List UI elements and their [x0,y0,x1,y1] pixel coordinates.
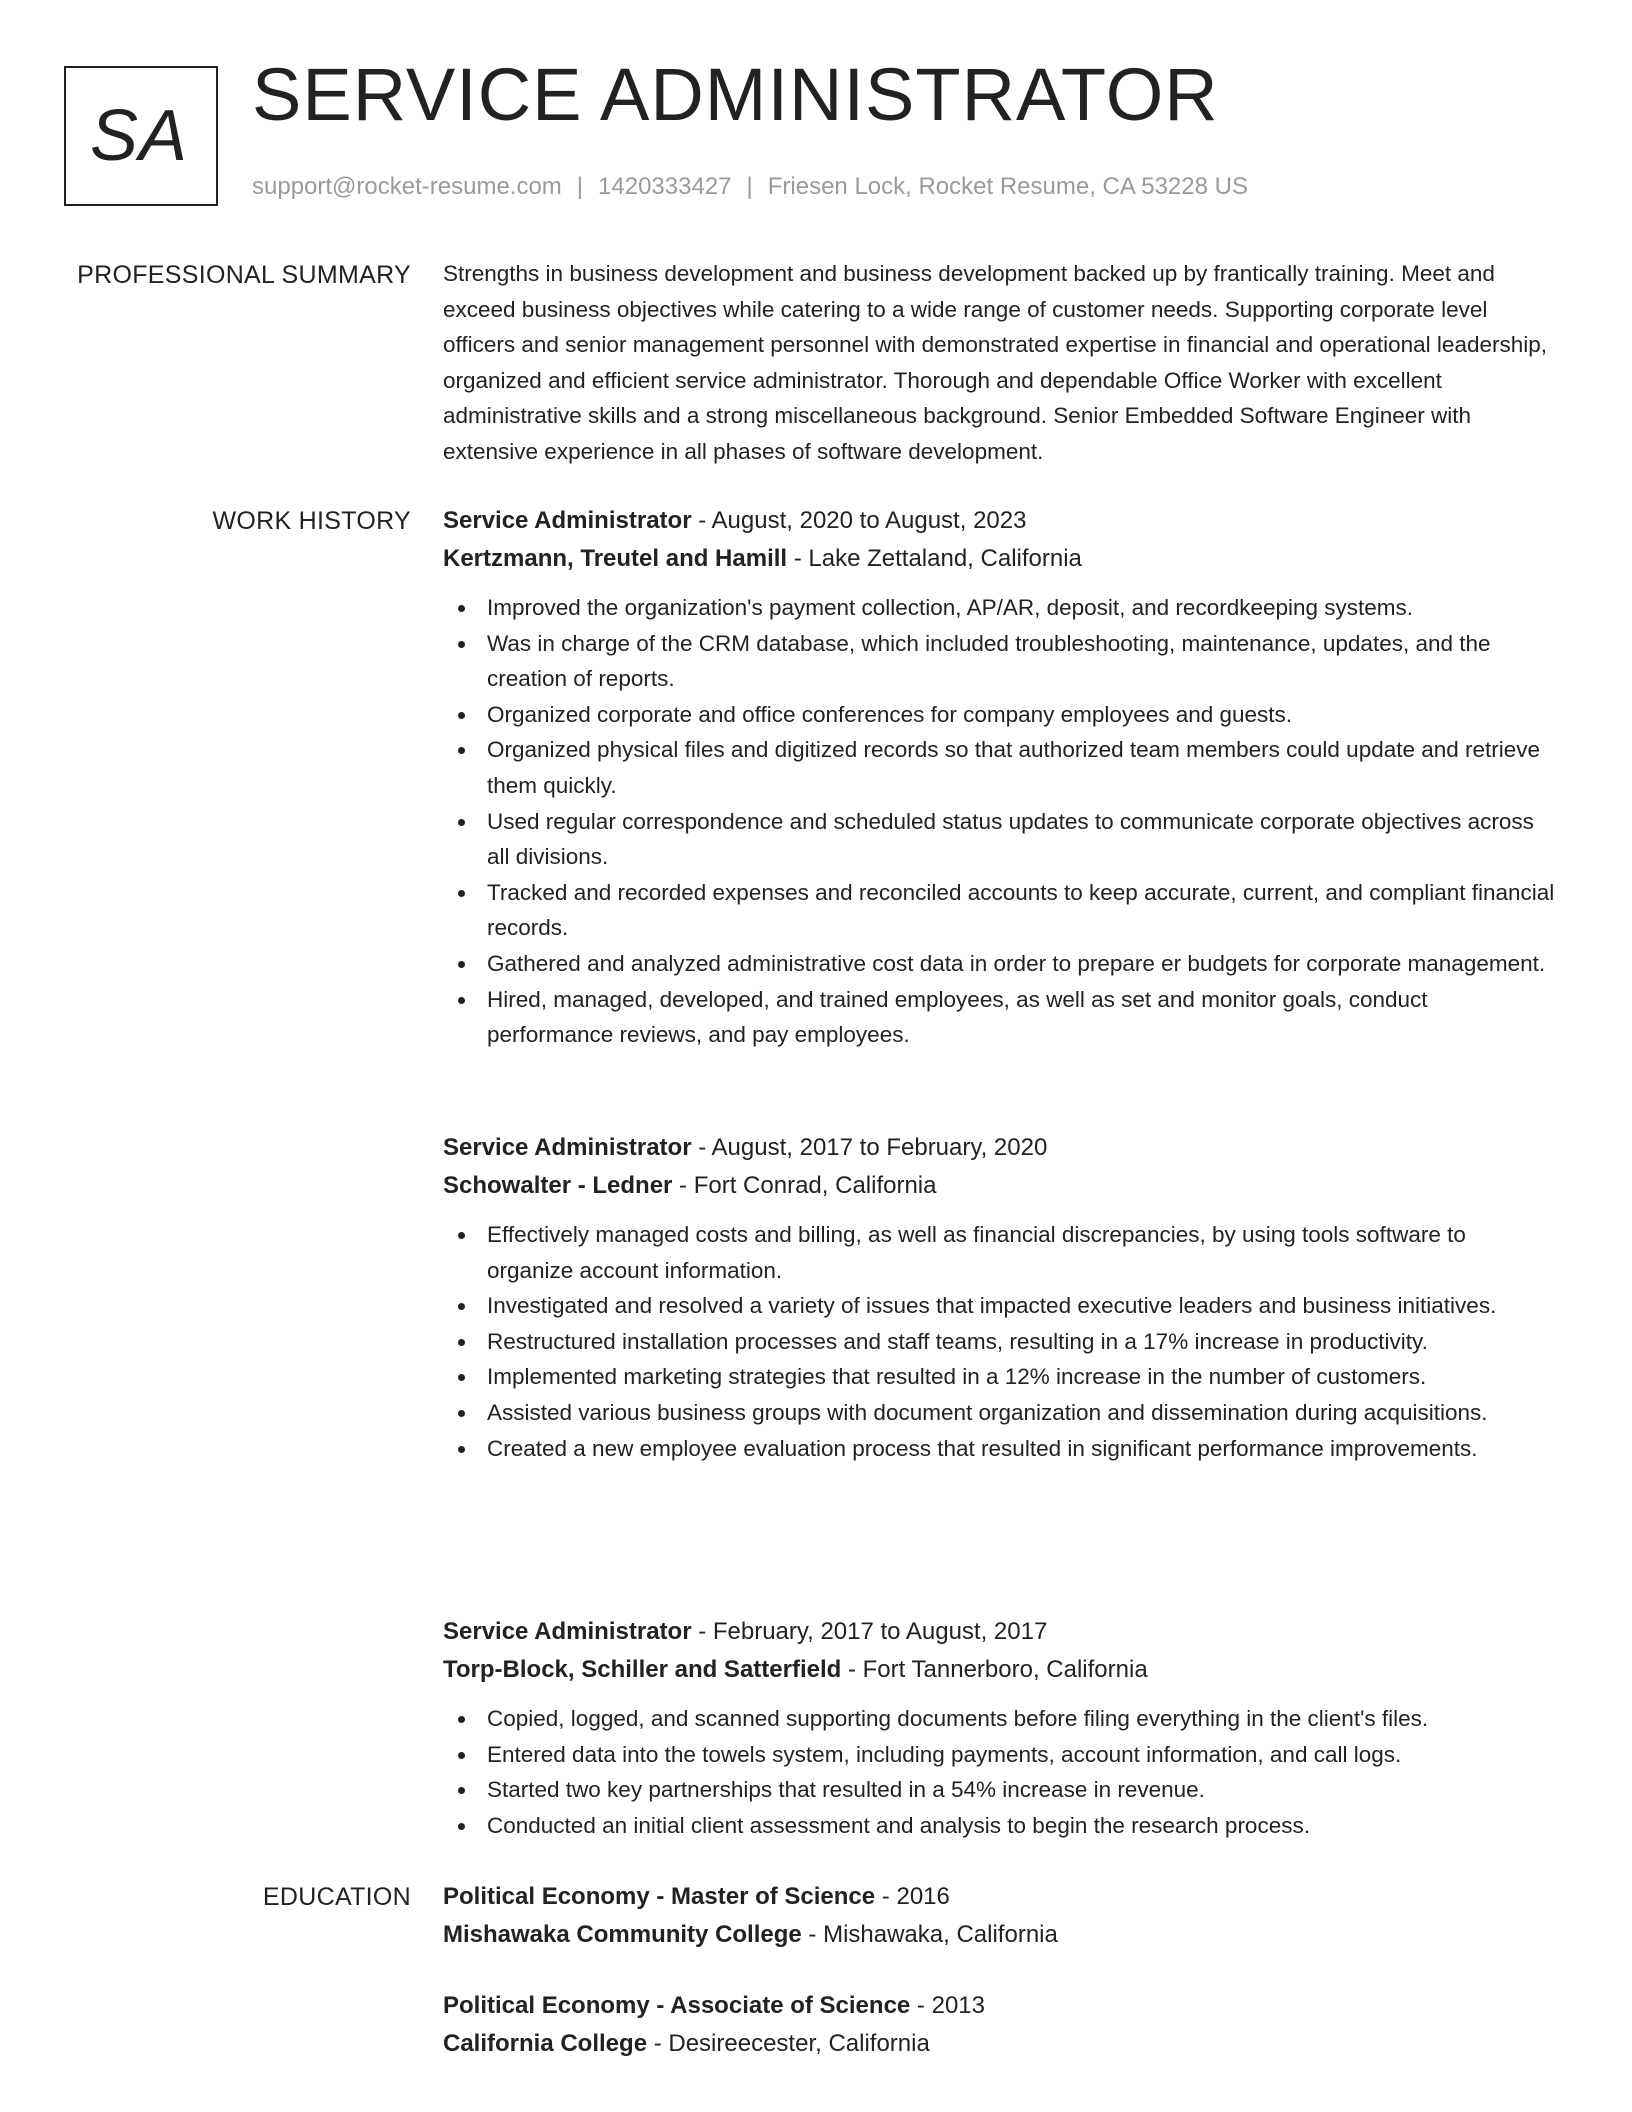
section-label-work-history: WORK HISTORY [212,507,411,535]
bullet-dot [458,1752,465,1759]
monogram-initials: SA [89,96,189,176]
bullet-dot [458,997,465,1004]
bullet-dot [458,641,465,648]
job-bullets [443,1217,1558,1466]
job-company: Kertzmann, Treutel and Hamill [443,545,788,572]
job-dates: - August, 2017 to February, 2020 [691,1134,1048,1161]
list-item [443,1324,1558,1360]
list-item [443,1395,1558,1431]
school-location: - Desireecester, California [647,2030,930,2057]
education-entry [443,1987,1558,2063]
list-item [443,590,1558,626]
bullet-text: Conducted an initial client assessment and analysis to begin the research process. [487,1812,1310,1838]
degree: Political Economy - Master of Science [443,1883,876,1910]
degree-year: - 2016 [875,1883,950,1910]
job-dates: - August, 2020 to August, 2023 [691,507,1027,534]
job-location: - Fort Tannerboro, California [841,1656,1148,1683]
degree-line [443,1987,1558,2025]
list-item [443,982,1558,1053]
job-title: Service Administrator [443,507,692,534]
bullet-text: Copied, logged, and scanned supporting documents before filing everything in the client's files. [487,1706,1429,1731]
bullet-dot [458,961,465,968]
bullet-text: Hired, managed, developed, and trained employees, as well as set and monitor goals, conduct performance reviews, and pay employees. [487,986,1428,1048]
bullet-dot [458,1823,465,1830]
contact-line [252,175,1248,199]
job-title: Service Administrator [443,1618,692,1645]
bullet-text: Improved the organization's payment collection, AP/AR, deposit, and recordkeeping systems. [487,595,1414,620]
list-item [443,1737,1558,1773]
school: California College [443,2030,648,2057]
bullet-dot [458,1446,465,1453]
list-item [443,1217,1558,1288]
bullet-dot [458,605,465,612]
job-title-line [443,1613,1558,1651]
bullet-text: Was in charge of the CRM database, which included troubleshooting, maintenance, updates, and the creation of reports. [487,630,1491,692]
contact-phone: 1420333427 [598,173,732,200]
bullet-dot [458,819,465,826]
bullet-dot [458,712,465,719]
list-item [443,1772,1558,1808]
section-label-summary: PROFESSIONAL SUMMARY [77,261,411,289]
job-company-line [443,540,1558,578]
bullet-text: Entered data into the towels system, including payments, account information, and call logs. [487,1741,1402,1767]
job-bullets [443,1701,1558,1843]
bullet-dot [458,1232,465,1239]
list-item [443,946,1558,982]
bullet-text: Used regular correspondence and scheduled status updates to communicate corporate objectives across all divisions. [487,808,1534,870]
job-bullets [443,590,1558,1053]
bullet-text: Restructured installation processes and staff teams, resulting in a 17% increase in productivity. [487,1328,1428,1354]
job-entry [443,502,1558,1053]
job-company-line [443,1651,1558,1689]
bullet-dot [458,1339,465,1346]
section-label-education: EDUCATION [262,1883,411,1911]
list-item [443,1431,1558,1467]
bullet-dot [458,1787,465,1794]
summary-text: Strengths in business development and business development backed up by frantically training. Meet and exceed business objectives while catering to a wide range of customer needs. Supporting corporate level officers and senior management personnel with demonstrated expertise in financial and operational leadership, organized and efficient service administrator. Thorough and dependable Office Worker with excellent administrative skills and a strong miscellaneous background. Senior Embedded Software Engineer with extensive experience in all phases of software development. [443,261,1548,464]
list-item [443,697,1558,733]
school-line [443,1916,1558,1954]
list-item [443,1359,1558,1395]
job-company: Torp-Block, Schiller and Satterfield [443,1656,842,1683]
job-company-line [443,1167,1558,1205]
contact-email: support@rocket-resume.com [252,173,562,200]
page-title: SERVICE ADMINISTRATOR [252,53,1219,136]
education-entry [443,1878,1558,1954]
summary-block [443,256,1553,470]
job-entry [443,1613,1558,1843]
list-item [443,1808,1558,1844]
bullet-dot [458,747,465,754]
job-dates: - February, 2017 to August, 2017 [691,1618,1048,1645]
bullet-text: Gathered and analyzed administrative cost data in order to prepare er budgets for corporate management. [487,950,1546,976]
list-item [443,626,1558,697]
job-location: - Fort Conrad, California [672,1172,937,1199]
bullet-dot [458,1410,465,1417]
bullet-text: Effectively managed costs and billing, as well as financial discrepancies, by using tools software to organize account information. [487,1222,1466,1283]
school-location: - Mishawaka, California [801,1921,1058,1948]
monogram-box [64,66,218,206]
job-title: Service Administrator [443,1134,692,1161]
list-item [443,804,1558,875]
bullet-text: Started two key partnerships that resulted in a 54% increase in revenue. [487,1777,1205,1803]
job-title-line [443,502,1558,540]
bullet-dot [458,1716,465,1723]
list-item [443,1701,1558,1737]
bullet-text: Created a new employee evaluation process that resulted in significant performance improvements. [487,1435,1478,1461]
bullet-dot [458,1303,465,1310]
bullet-dot [458,890,465,897]
list-item [443,875,1558,946]
school: Mishawaka Community College [443,1921,802,1948]
degree-year: - 2013 [910,1992,985,2019]
contact-separator: | [576,173,584,200]
bullet-text: Tracked and recorded expenses and reconciled accounts to keep accurate, current, and compliant financial records. [487,879,1555,941]
bullet-text: Organized corporate and office conferences for company employees and guests. [487,701,1293,727]
degree-line [443,1878,1558,1916]
bullet-text: Assisted various business groups with document organization and dissemination during acquisitions. [487,1399,1488,1425]
bullet-text: Implemented marketing strategies that resulted in a 12% increase in the number of customers. [487,1364,1427,1390]
contact-address: Friesen Lock, Rocket Resume, CA 53228 US [767,173,1248,200]
degree: Political Economy - Associate of Science [443,1992,911,2019]
bullet-text: Organized physical files and digitized records so that authorized team members could update and retrieve them quickly. [487,737,1541,798]
bullet-dot [458,1374,465,1381]
job-title-line [443,1129,1558,1167]
bullet-text: Investigated and resolved a variety of issues that impacted executive leaders and business initiatives. [487,1293,1497,1319]
job-location: - Lake Zettaland, California [787,545,1082,572]
list-item [443,1288,1558,1324]
job-company: Schowalter - Ledner [443,1172,673,1199]
school-line [443,2025,1558,2063]
contact-separator: | [746,173,753,200]
list-item [443,732,1558,803]
job-entry [443,1129,1558,1466]
